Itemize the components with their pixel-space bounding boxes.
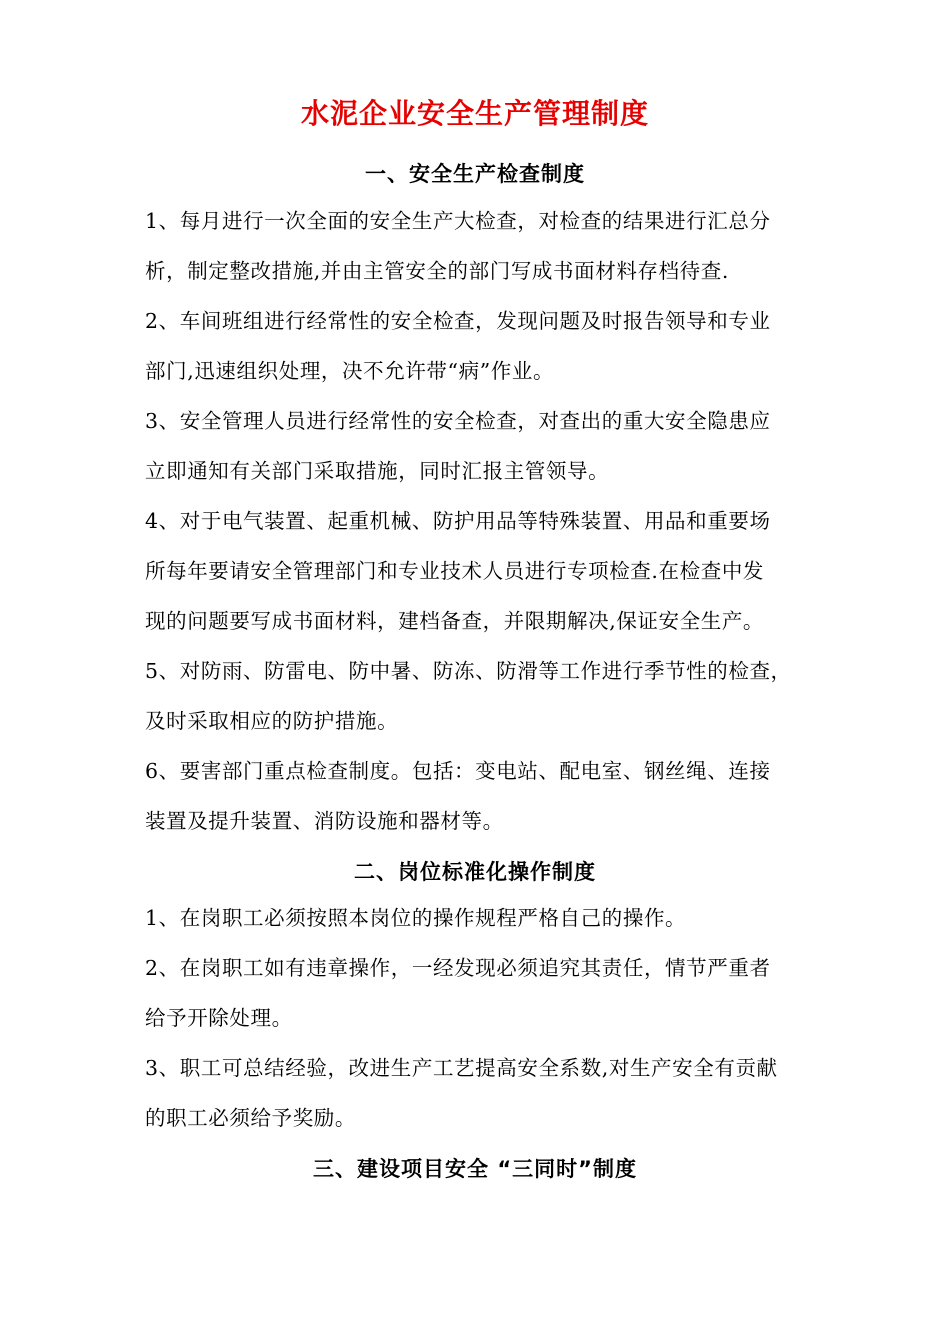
section-heading-3: 三、建设项目安全 “三同时”制度 [313, 1157, 637, 1181]
paragraph-2-2 [145, 943, 825, 1043]
paragraph-line: 3、安全管理人员进行经常性的安全检查，对查出的重大安全隐患应 [145, 409, 771, 433]
document-title: 水泥企业安全生产管理制度 [300, 97, 649, 130]
paragraph-line: 给予开除处理。 [145, 1006, 293, 1030]
paragraph-line: 2、在岗职工如有违章操作，一经发现必须追究其责任，情节严重者 [145, 956, 771, 980]
paragraph-1-1 [145, 196, 825, 296]
paragraph-1-6 [145, 746, 825, 846]
section-heading-1: 一、安全生产检查制度 [365, 162, 585, 186]
section-heading-2: 二、岗位标准化操作制度 [354, 860, 596, 884]
paragraph-line: 及时采取相应的防护措施。 [145, 709, 399, 733]
paragraph-1-4 [145, 496, 825, 646]
paragraph-line: 2、车间班组进行经常性的安全检查，发现问题及时报告领导和专业 [145, 309, 771, 333]
paragraph-line: 析，制定整改措施,并由主管安全的部门写成书面材料存档待查. [145, 259, 729, 283]
paragraph-line: 6、要害部门重点检查制度。包括：变电站、配电室、钢丝绳、连接 [145, 759, 771, 783]
paragraph-2-3 [145, 1043, 825, 1143]
paragraph-1-5 [145, 646, 825, 746]
paragraph-line: 装置及提升装置、消防设施和器材等。 [145, 809, 504, 833]
paragraph-line: 1、在岗职工必须按照本岗位的操作规程严格自己的操作。 [145, 906, 687, 930]
paragraph-line: 5、对防雨、防雷电、防中暑、防冻、防滑等工作进行季节性的检查， [145, 659, 792, 683]
paragraph-line: 的职工必须给予奖励。 [145, 1106, 356, 1130]
paragraph-line: 4、对于电气装置、起重机械、防护用品等特殊装置、用品和重要场 [145, 509, 771, 533]
paragraph-line: 现的问题要写成书面材料，建档备查，并限期解决,保证安全生产。 [145, 609, 765, 633]
paragraph-line: 1、每月进行一次全面的安全生产大检查，对检查的结果进行汇总分 [145, 209, 771, 233]
paragraph-1-3 [145, 396, 825, 496]
paragraph-line: 所每年要请安全管理部门和专业技术人员进行专项检查.在检查中发 [145, 559, 765, 583]
paragraph-2-1 [145, 893, 825, 943]
paragraph-line: 部门,迅速组织处理，决不允许带“病”作业。 [145, 359, 555, 383]
paragraph-line: 3、职工可总结经验，改进生产工艺提高安全系数,对生产安全有贡献 [145, 1056, 778, 1080]
paragraph-1-2 [145, 296, 825, 396]
paragraph-line: 立即通知有关部门采取措施，同时汇报主管领导。 [145, 459, 610, 483]
